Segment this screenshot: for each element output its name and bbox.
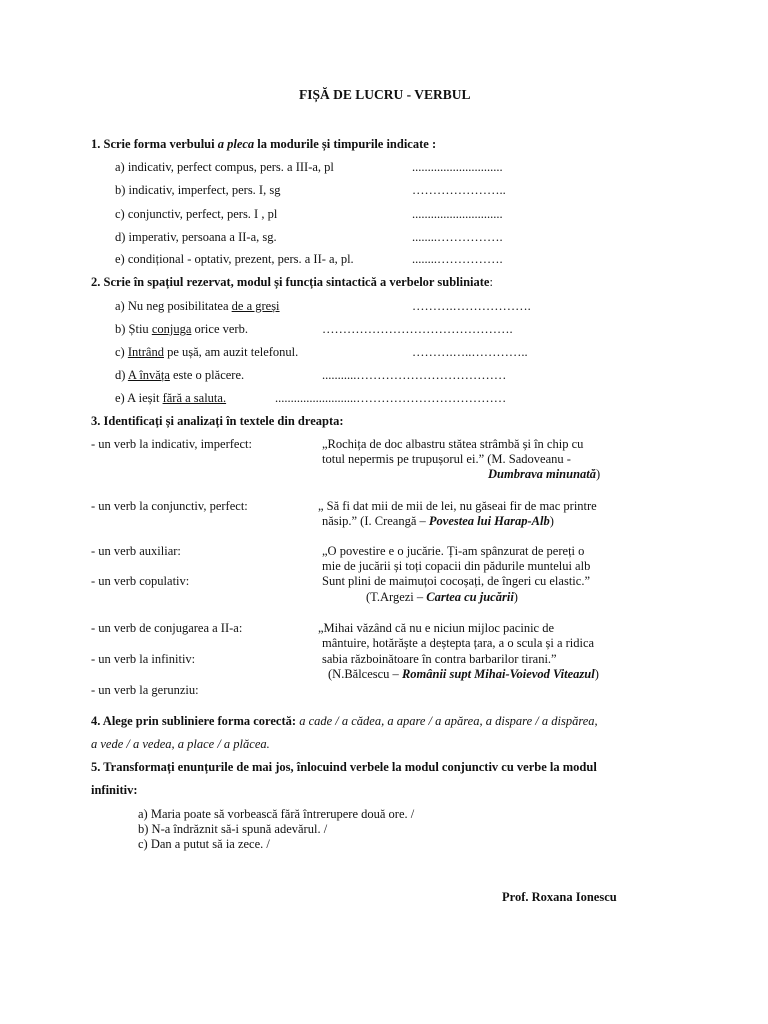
ex1-item-blank: ........……………. bbox=[412, 252, 503, 266]
page-title: FIȘĂ DE LUCRU - VERBUL bbox=[299, 87, 471, 102]
quote-source-end: ) bbox=[513, 590, 518, 604]
ex1-item-label: a) indicativ, perfect compus, pers. a III-a, pl bbox=[115, 160, 334, 174]
ex1-heading-post: la modurile și timpurile indicate : bbox=[254, 137, 437, 151]
ex3-task: - un verb la gerunziu: bbox=[91, 683, 199, 697]
ex2-item bbox=[115, 345, 298, 360]
quote-attr: năsip.” (I. Creangă – bbox=[322, 514, 429, 528]
quote-line: „Rochița de doc albastru stătea strâmbă și în chip cu bbox=[322, 437, 584, 451]
quote-line: „ Să fi dat mii de mii de lei, nu găseai fir de mac printre bbox=[318, 499, 597, 513]
ex4-heading-text: 4. Alege prin subliniere forma corectă: bbox=[91, 714, 297, 728]
quote-source-title: Românii supt Mihai-Voievod Viteazul bbox=[401, 667, 595, 681]
ex3-task: - un verb de conjugarea a II-a: bbox=[91, 621, 243, 635]
ex2-item-underlined: A învăța bbox=[127, 368, 170, 382]
quote-line bbox=[322, 514, 554, 529]
ex2-item-blank: ..........................……………………………… bbox=[275, 391, 507, 405]
ex2-item-pre: b) Știu bbox=[115, 322, 152, 336]
ex2-heading-text: 2. Scrie în spațiul rezervat, modul și funcția sintactică a verbelor subliniate bbox=[91, 275, 490, 289]
ex3-task: - un verb copulativ: bbox=[91, 574, 190, 588]
ex2-item-pre: a) Nu neg posibilitatea bbox=[115, 299, 232, 313]
quote-line: „Mihai văzând că nu e niciun mijloc pacinic de bbox=[318, 621, 555, 635]
ex1-heading bbox=[91, 137, 436, 152]
ex2-item-blank: ……….…..………….. bbox=[412, 345, 528, 359]
quote-attr: (T.Argezi – bbox=[366, 590, 427, 604]
ex2-item-post: pe ușă, am auzit telefonul. bbox=[163, 345, 299, 359]
ex1-heading-verb: a pleca bbox=[217, 137, 255, 151]
quote-line: „O povestire e o jucărie. Ți-am spânzurat de pereți o bbox=[322, 544, 585, 558]
ex2-item-blank: ………………………………………. bbox=[322, 322, 513, 336]
quote-source-end: ) bbox=[596, 467, 601, 481]
ex5-item: c) Dan a putut să ia zece. / bbox=[138, 837, 270, 851]
ex2-item-post: este o plăcere. bbox=[169, 368, 245, 382]
quote-line: totul nepermis pe trupușorul ei.” (M. Sadoveanu - bbox=[322, 452, 571, 466]
ex1-item-blank: ............................. bbox=[412, 207, 503, 221]
ex1-item-blank: ............................. bbox=[412, 160, 503, 174]
quote-line: sabia războinătoare în contra barbarilor tirani.” bbox=[322, 652, 557, 666]
author-signature: Prof. Roxana Ionescu bbox=[502, 890, 617, 904]
ex3-task: - un verb la indicativ, imperfect: bbox=[91, 437, 252, 451]
quote-attr: (N.Bălcescu – bbox=[328, 667, 402, 681]
quote-line: mântuire, hotărăște a deștepta țara, a o scula și a ridica bbox=[322, 636, 595, 650]
ex5-item: b) N-a îndrăznit să-i spună adevărul. / bbox=[138, 822, 328, 836]
ex1-item-label: b) indicativ, imperfect, pers. I, sg bbox=[115, 183, 281, 197]
ex2-item-pre: e) A ieșit bbox=[115, 391, 163, 405]
ex1-item-label: e) condițional - optativ, prezent, pers. a II- a, pl. bbox=[115, 252, 354, 266]
ex2-heading-colon: : bbox=[489, 275, 493, 289]
quote-source bbox=[328, 667, 599, 682]
ex4-options: a vede / a vedea, a place / a plăcea. bbox=[91, 737, 270, 751]
ex1-item-blank: ………………….. bbox=[412, 183, 506, 197]
ex2-item bbox=[115, 322, 248, 337]
ex4-options: a cade / a cădea, a apare / a apărea, a dispare / a dispărea, bbox=[296, 714, 598, 728]
ex2-item-underlined: conjuga bbox=[151, 322, 192, 336]
ex1-item-label: c) conjunctiv, perfect, pers. I , pl bbox=[115, 207, 278, 221]
ex3-task: - un verb la conjunctiv, perfect: bbox=[91, 499, 248, 513]
quote-source-title: Dumbrava minunată bbox=[488, 467, 597, 481]
ex2-item-pre: c) bbox=[115, 345, 128, 359]
quote-source bbox=[366, 590, 518, 605]
quote-source bbox=[488, 467, 600, 482]
quote-source-title: Cartea cu jucării bbox=[426, 590, 514, 604]
ex2-item-pre: d) bbox=[115, 368, 128, 382]
quote-source-title: Povestea lui Harap-Alb bbox=[428, 514, 550, 528]
ex1-item-label: d) imperativ, persoana a II-a, sg. bbox=[115, 230, 277, 244]
ex3-heading: 3. Identificați și analizați în textele din dreapta: bbox=[91, 414, 344, 428]
ex2-item bbox=[115, 368, 244, 383]
ex2-item-underlined: Intrând bbox=[127, 345, 164, 359]
quote-line: mie de jucării și toți copacii din pădurile muntelui alb bbox=[322, 559, 591, 573]
ex1-item-blank: ........……………. bbox=[412, 230, 503, 244]
ex5-heading: 5. Transformați enunțurile de mai jos, înlocuind verbele la modul conjunctiv cu verbe la modul bbox=[91, 760, 597, 774]
quote-source-end: ) bbox=[549, 514, 554, 528]
ex5-heading: infinitiv: bbox=[91, 783, 138, 797]
ex2-item bbox=[115, 299, 280, 314]
ex2-item-blank: ...........……………………………… bbox=[322, 368, 507, 382]
ex2-heading bbox=[91, 275, 493, 290]
ex2-item-post: orice verb. bbox=[191, 322, 248, 336]
ex3-task: - un verb la infinitiv: bbox=[91, 652, 196, 666]
quote-source-end: ) bbox=[594, 667, 599, 681]
ex2-item-underlined: de a greși bbox=[231, 299, 280, 313]
ex2-item-blank: ……….………………. bbox=[412, 299, 531, 313]
ex5-item: a) Maria poate să vorbească fără întrerupere două ore. / bbox=[138, 807, 415, 821]
ex1-heading-pre: 1. Scrie forma verbului bbox=[91, 137, 218, 151]
ex3-task: - un verb auxiliar: bbox=[91, 544, 181, 558]
ex4-heading bbox=[91, 714, 598, 729]
ex2-item bbox=[115, 391, 226, 406]
quote-line: Sunt plini de maimuțoi cocoșați, de îngeri cu elastic.” bbox=[322, 574, 590, 588]
ex2-item-underlined: fără a saluta. bbox=[162, 391, 227, 405]
